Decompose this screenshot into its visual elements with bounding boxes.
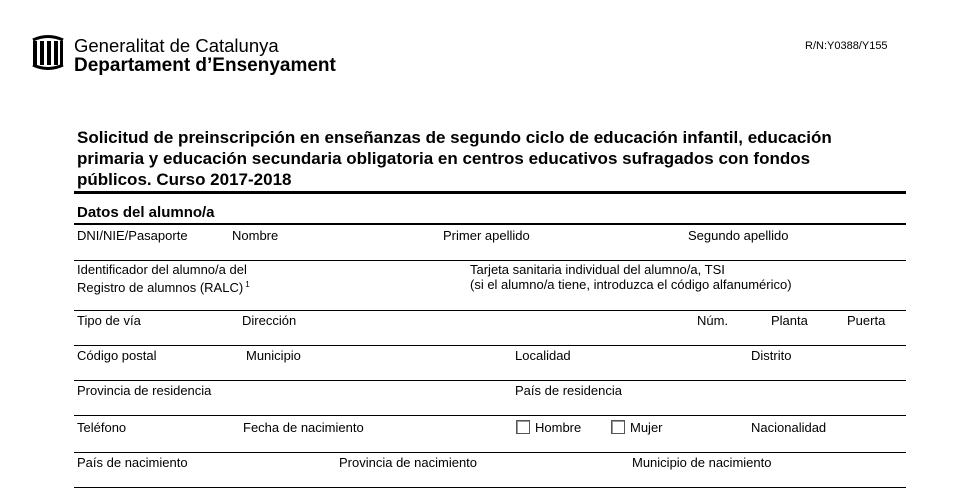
- row-divider: [74, 415, 906, 416]
- tsi-label-line-2: (si el alumno/a tiene, introduzca el código alfanumérico): [470, 277, 792, 292]
- puerta-field-label[interactable]: Puerta: [847, 313, 886, 328]
- segundo-apellido-field-label[interactable]: Segundo apellido: [688, 228, 789, 243]
- mujer-option[interactable]: [611, 420, 663, 435]
- planta-field-label[interactable]: Planta: [771, 313, 808, 328]
- form-title-line-1: Solicitud de preinscripción en enseñanzas de segundo ciclo de educación infantil, educación: [77, 128, 832, 147]
- codigo-postal-field-label[interactable]: Código postal: [77, 348, 157, 363]
- ralc-label-line-2: [77, 277, 250, 295]
- nombre-field-label[interactable]: Nombre: [232, 228, 279, 243]
- tsi-field-label[interactable]: [470, 262, 792, 292]
- mujer-label: Mujer: [630, 420, 663, 435]
- hombre-option[interactable]: [516, 420, 581, 435]
- department-name: Departament d’Ensenyament: [74, 55, 336, 76]
- form-title-line-3: públicos. Curso 2017-2018: [77, 170, 292, 189]
- pais-nacimiento-field-label[interactable]: País de nacimiento: [77, 455, 188, 470]
- ralc-label-line-1: Identificador del alumno/a del: [77, 262, 247, 277]
- distrito-field-label[interactable]: Distrito: [751, 348, 792, 363]
- form-title: [77, 127, 907, 190]
- direccion-field-label[interactable]: Dirección: [242, 313, 297, 328]
- ralc-label-text: Registro de alumnos (RALC): [77, 280, 244, 295]
- form-title-line-2: primaria y educación secundaria obligatoria en centros educativos sufragados con fondos: [77, 149, 811, 168]
- row-divider: [74, 345, 906, 346]
- row-divider: [74, 260, 906, 261]
- row-divider: [74, 487, 906, 488]
- row-divider: [74, 380, 906, 381]
- row-divider: [74, 310, 906, 311]
- org-name: Generalitat de Catalunya: [74, 35, 279, 56]
- numero-field-label[interactable]: Núm.: [697, 313, 729, 328]
- primer-apellido-field-label[interactable]: Primer apellido: [443, 228, 530, 243]
- footnote-marker: 1: [245, 280, 250, 289]
- municipio-field-label[interactable]: Municipio: [246, 348, 301, 363]
- tsi-label-line-1: Tarjeta sanitaria individual del alumno/a, TSI: [470, 262, 725, 277]
- section-divider: [74, 223, 906, 225]
- document-reference: R/N:Y0388/Y155: [805, 40, 888, 52]
- hombre-label: Hombre: [535, 420, 582, 435]
- municipio-nacimiento-field-label[interactable]: Municipio de nacimiento: [632, 455, 772, 470]
- provincia-nacimiento-field-label[interactable]: Provincia de nacimiento: [339, 455, 478, 470]
- provincia-residencia-field-label[interactable]: Provincia de residencia: [77, 383, 212, 398]
- title-divider: [74, 191, 906, 194]
- section-title: Datos del alumno/a: [77, 204, 215, 221]
- ralc-field-label[interactable]: [77, 262, 250, 295]
- generalitat-logo-icon: [30, 34, 66, 72]
- localidad-field-label[interactable]: Localidad: [515, 348, 571, 363]
- mujer-checkbox[interactable]: [611, 420, 625, 434]
- telefono-field-label[interactable]: Teléfono: [77, 420, 127, 435]
- hombre-checkbox[interactable]: [516, 420, 530, 434]
- tipo-via-field-label[interactable]: Tipo de vía: [77, 313, 141, 328]
- nacionalidad-field-label[interactable]: Nacionalidad: [751, 420, 827, 435]
- row-divider: [74, 452, 906, 453]
- dni-field-label[interactable]: DNI/NIE/Pasaporte: [77, 228, 188, 243]
- fecha-nacimiento-field-label[interactable]: Fecha de nacimiento: [243, 420, 364, 435]
- pais-residencia-field-label[interactable]: País de residencia: [515, 383, 622, 398]
